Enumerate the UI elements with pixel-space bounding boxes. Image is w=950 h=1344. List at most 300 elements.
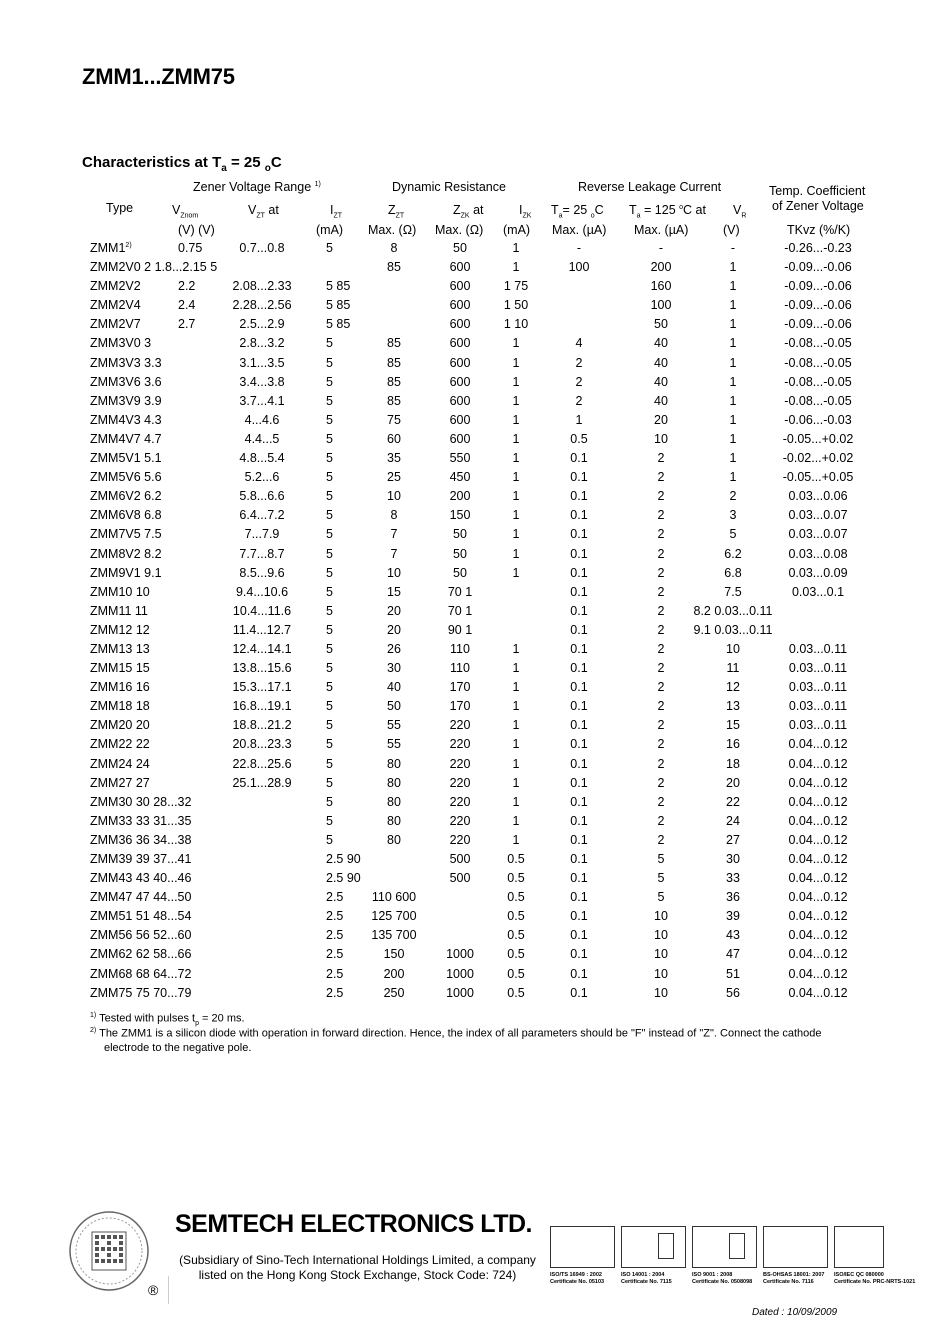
cell-zzt: 80 — [387, 775, 401, 790]
cell-izk: 1 — [512, 374, 520, 389]
cell-vr: 1 — [729, 317, 737, 332]
cell-vr: 9.1 0.03...0.11 — [693, 622, 773, 637]
cell-tk: 0.04...0.12 — [788, 909, 848, 924]
cell-tk: 0.04...0.12 — [788, 928, 848, 943]
cell-zzt: 250 — [383, 985, 405, 1000]
cell-izk: 1 — [512, 527, 520, 542]
cell-vr: 1 — [729, 470, 737, 485]
cell-tk: 0.04...0.12 — [788, 832, 848, 847]
cell-izt: 5 85 — [326, 298, 351, 313]
cell-izk: 1 — [512, 336, 520, 351]
cell-vzt: 11.4...12.7 — [232, 622, 292, 637]
logo-divider — [168, 1276, 169, 1304]
cell-izk: 1 — [512, 813, 520, 828]
cell-zzk: 150 — [449, 508, 471, 523]
cert-label-1 — [550, 1272, 604, 1286]
cell-vznom: 2.4 — [178, 298, 196, 313]
cell-ir125: 10 — [654, 928, 668, 943]
cell-izt: 5 — [326, 584, 333, 599]
cell-ir25: 0.1 — [570, 890, 588, 905]
cell-vznom: 2.7 — [178, 317, 196, 332]
footnote-2-line2: electrode to the negative pole. — [104, 1041, 252, 1054]
table-row — [0, 737, 950, 756]
cell-zzt: 20 — [387, 603, 401, 618]
cell-ir25: 0.1 — [570, 756, 588, 771]
table-row — [0, 623, 950, 642]
cell-ir25: 0.1 — [570, 680, 588, 695]
cell-zzk: 600 — [449, 317, 471, 332]
type-value: ZMM18 18 — [90, 699, 150, 714]
cell-izt: 5 — [326, 374, 333, 389]
cell-ir25: 0.1 — [570, 718, 588, 733]
cell-zzk: 220 — [449, 775, 471, 790]
vr-sub: R — [741, 212, 747, 220]
cell-type — [90, 890, 191, 904]
subsidiary-line-1: (Subsidiary of Sino-Tech International Holdings Limited, a company — [179, 1253, 536, 1267]
cell-zzk: 600 — [449, 374, 471, 389]
cell-type — [90, 394, 162, 408]
footnote-1-mark: 1) — [90, 1012, 97, 1019]
table-row — [0, 928, 950, 947]
company-logo — [68, 1210, 150, 1292]
cell-izt: 5 — [326, 775, 333, 790]
cell-vr: 27 — [726, 832, 740, 847]
cell-vzt: 4...4.6 — [244, 412, 280, 427]
ir125-unit: C at — [683, 203, 706, 217]
cell-izt: 5 — [326, 661, 333, 676]
cell-zzt: 55 — [387, 718, 401, 733]
cell-vr: 33 — [726, 871, 740, 886]
type-value: ZMM7V5 7.5 — [90, 527, 162, 542]
vznom-symbol: V — [172, 203, 181, 217]
cell-tk: 0.04...0.12 — [788, 775, 848, 790]
cell-type — [90, 947, 191, 961]
cell-ir25: - — [576, 241, 582, 255]
cell-type — [90, 718, 150, 732]
cell-zzt: 85 — [387, 260, 401, 275]
cell-ir125: 5 — [657, 871, 665, 886]
cell-ir125: 5 — [657, 852, 665, 866]
cell-ir125: 2 — [657, 603, 665, 618]
section-sub: a — [221, 163, 227, 174]
table-row — [0, 260, 950, 279]
zzk-sub: ZK — [460, 212, 470, 220]
cert-box-1 — [550, 1226, 615, 1268]
izt-unit: (mA) — [316, 223, 344, 237]
table-row — [0, 527, 950, 546]
type-value: ZMM3V3 3.3 — [90, 355, 162, 370]
cell-ir125: 160 — [650, 279, 672, 294]
table-row — [0, 566, 950, 585]
cell-izk: 1 — [512, 260, 520, 275]
vznom-header — [172, 203, 198, 220]
cell-izk: 1 — [512, 794, 520, 809]
cell-zzk: 220 — [449, 794, 471, 809]
cell-tk: 0.04...0.12 — [788, 966, 848, 981]
cert-3-number: Certificate No. 0508098 — [692, 1279, 753, 1285]
cell-vr: 1 — [729, 451, 737, 466]
cell-ir25: 0.1 — [570, 603, 588, 618]
cell-vzt: 6.4...7.2 — [239, 508, 285, 523]
cell-zzt: 30 — [387, 661, 401, 676]
cell-vr: 2 — [729, 489, 737, 504]
cert-4-number: Certificate No. 7116 — [763, 1279, 814, 1285]
cell-ir25: 0.1 — [570, 947, 588, 962]
type-value: ZMM39 39 37...41 — [90, 852, 192, 866]
cell-ir125: 10 — [654, 909, 668, 924]
cell-ir25: 0.1 — [570, 794, 588, 809]
section-title — [82, 154, 282, 174]
cell-zzt: 10 — [387, 565, 401, 580]
table-row — [0, 470, 950, 489]
table-row — [0, 814, 950, 833]
type-value: ZMM33 33 31...35 — [90, 813, 192, 828]
cell-ir125: 2 — [657, 680, 665, 695]
cell-vzt: 20.8...23.3 — [232, 737, 292, 752]
table-row — [0, 547, 950, 566]
cell-ir25: 0.1 — [570, 966, 588, 981]
cert-label-2 — [621, 1272, 672, 1286]
cell-type — [90, 566, 162, 580]
cell-vr: 1 — [729, 393, 737, 408]
cell-zzt: 85 — [387, 336, 401, 351]
cell-izt: 5 — [326, 527, 333, 542]
cell-vr: 6.2 — [724, 546, 742, 561]
cell-zzt: 35 — [387, 451, 401, 466]
vr-header — [733, 203, 746, 220]
zzk-symbol: Z — [453, 203, 461, 217]
cell-type — [90, 871, 191, 885]
table-row — [0, 298, 950, 317]
ir125-symbol: T — [629, 203, 637, 217]
cell-ir25: 0.1 — [570, 775, 588, 790]
cell-ir25: 2 — [575, 393, 583, 408]
cell-zzt: 8 — [390, 508, 398, 523]
cell-izt: 5 — [326, 431, 333, 446]
cell-ir25: 0.1 — [570, 470, 588, 485]
cell-izt: 5 — [326, 756, 333, 771]
cert-box-5 — [834, 1226, 884, 1268]
cell-izk: 0.5 — [507, 928, 525, 943]
cell-tk: 0.03...0.11 — [788, 680, 848, 695]
cell-ir125: 50 — [654, 317, 668, 332]
cell-zzk: 110 — [450, 661, 470, 676]
cell-type — [90, 737, 150, 751]
cell-ir125: 100 — [650, 298, 672, 313]
cell-vr: 1 — [729, 431, 737, 446]
cell-vzt: 2.8...3.2 — [239, 336, 285, 351]
cell-izt: 5 — [326, 603, 333, 618]
cell-vzt: 2.08...2.33 — [232, 279, 292, 294]
cell-izk: 0.5 — [507, 985, 525, 1000]
izk-header — [519, 203, 531, 220]
cell-type — [90, 241, 132, 255]
cell-izk: 1 — [512, 737, 520, 752]
cell-vzt: 8.5...9.6 — [239, 565, 285, 580]
cell-zzk: 600 — [449, 336, 471, 351]
cell-ir25: 0.1 — [570, 451, 588, 466]
cell-izt: 5 — [326, 737, 333, 752]
cell-tk: -0.02...+0.02 — [782, 451, 854, 466]
cell-type — [90, 336, 151, 350]
cell-izk: 1 — [512, 832, 520, 847]
subsidiary-note — [175, 1253, 540, 1283]
cell-zzk: 1000 — [446, 966, 474, 981]
type-value: ZMM56 56 52...60 — [90, 928, 192, 943]
cell-zzk: 220 — [449, 756, 471, 771]
cell-izt: 5 — [326, 393, 333, 408]
cell-izt: 5 — [326, 794, 333, 809]
izt-symbol: I — [330, 203, 334, 217]
cell-vzt: 18.8...21.2 — [232, 718, 292, 733]
ir125-degree: o — [679, 203, 684, 211]
cell-ir25: 0.1 — [570, 832, 588, 847]
cell-ir125: 2 — [657, 794, 665, 809]
cell-tk: 0.04...0.12 — [788, 737, 848, 752]
cell-ir125: 2 — [657, 565, 665, 580]
cell-vr: 12 — [726, 680, 740, 695]
cell-type — [90, 814, 191, 828]
cell-vzt: 3.1...3.5 — [239, 355, 285, 370]
ir125-unit-label: Max. (µA) — [634, 223, 689, 237]
cell-ir125: 2 — [657, 622, 665, 637]
type-value: ZMM9V1 9.1 — [90, 565, 162, 580]
cell-vznom: 0.75 — [178, 241, 203, 255]
cell-type — [90, 795, 191, 809]
cell-tk: 0.04...0.12 — [788, 871, 848, 886]
cell-tk: 0.03...0.11 — [788, 699, 848, 714]
cell-ir125: 2 — [657, 756, 665, 771]
cell-ir25: 1 — [575, 412, 583, 427]
cell-izk: 1 — [512, 431, 520, 446]
cell-tk: 0.04...0.12 — [788, 794, 848, 809]
cell-tk: 0.04...0.12 — [788, 947, 848, 962]
cell-tk: 0.04...0.12 — [788, 813, 848, 828]
cert-box-4 — [763, 1226, 828, 1268]
type-value: ZMM8V2 8.2 — [90, 546, 162, 561]
table-row — [0, 336, 950, 355]
cell-izt: 2.5 — [326, 947, 344, 962]
cell-zzt: 26 — [387, 641, 401, 656]
cell-vr: 11 — [726, 661, 740, 676]
table-row — [0, 967, 950, 986]
cell-vr: 16 — [726, 737, 740, 752]
cell-zzk: 110 — [450, 641, 470, 656]
cell-zzt: 40 — [387, 680, 401, 695]
cell-vr: 1 — [729, 298, 737, 313]
type-value: ZMM13 13 — [90, 641, 150, 656]
cell-ir25: 0.1 — [570, 909, 588, 924]
cell-zzk: 220 — [449, 718, 471, 733]
cell-vr: 47 — [726, 947, 740, 962]
cell-izt: 2.5 — [326, 928, 344, 943]
cell-izt: 5 85 — [326, 279, 351, 294]
vzt-sub: ZT — [256, 212, 265, 220]
cell-tk: -0.08...-0.05 — [784, 393, 852, 408]
cell-ir125: 2 — [657, 718, 665, 733]
cell-izt: 5 — [326, 508, 333, 523]
type-value: ZMM6V8 6.8 — [90, 508, 162, 523]
cell-zzt: 75 — [387, 412, 401, 427]
cell-vr: 20 — [726, 775, 740, 790]
cell-zzk: 220 — [449, 832, 471, 847]
cell-vr: 1 — [729, 412, 737, 427]
cell-ir125: 5 — [657, 890, 665, 905]
cell-type — [90, 470, 162, 484]
cell-vzt: 7.7...8.7 — [239, 546, 285, 561]
cell-zzk: 600 — [449, 431, 471, 446]
table-row — [0, 680, 950, 699]
cert-label-4 — [763, 1272, 824, 1286]
cell-type — [90, 623, 150, 637]
cell-tk: 0.03...0.07 — [788, 527, 848, 542]
cell-vr: 36 — [726, 890, 740, 905]
type-header: Type — [106, 201, 134, 215]
table-row — [0, 451, 950, 470]
cell-tk: -0.09...-0.06 — [784, 260, 852, 275]
cell-vr: 6.8 — [724, 565, 742, 580]
cell-izk: 1 — [512, 756, 520, 771]
type-value: ZMM24 24 — [90, 756, 150, 771]
cell-zzt: 7 — [390, 527, 398, 542]
vznom-unit: (V) (V) — [178, 223, 215, 237]
cell-zzt: 85 — [387, 393, 401, 408]
cell-zzk: 50 — [453, 241, 467, 255]
vzt-suffix: at — [264, 203, 279, 217]
cell-zzt: 8 — [390, 241, 398, 255]
ir25-sub: a — [558, 212, 563, 220]
cell-tk: -0.06...-0.03 — [784, 412, 852, 427]
cell-type — [90, 604, 148, 618]
cell-ir125: 2 — [657, 451, 665, 466]
cell-izk: 1 50 — [503, 298, 529, 313]
type-value: ZMM4V7 4.7 — [90, 431, 162, 446]
cell-vzt: 2.5...2.9 — [239, 317, 285, 332]
cell-ir125: 10 — [654, 966, 668, 981]
cell-zzk: 1000 — [446, 985, 474, 1000]
cell-type — [90, 413, 162, 427]
cell-type — [90, 699, 150, 713]
vr-unit: (V) — [723, 223, 740, 237]
ir25-unit: C — [594, 203, 604, 217]
cell-type — [90, 967, 191, 981]
cell-ir125: 10 — [654, 985, 668, 1000]
cell-vr: 10 — [726, 641, 740, 656]
cell-ir25: 0.1 — [570, 546, 588, 561]
type-value: ZMM1 — [90, 241, 126, 255]
cell-tk: -0.09...-0.06 — [784, 298, 852, 313]
footnote-1-text: Tested with pulses t — [99, 1012, 196, 1025]
cell-ir25: 2 — [575, 374, 583, 389]
cell-ir25: 0.1 — [570, 871, 588, 886]
cell-ir25: 0.1 — [570, 508, 588, 523]
cell-zzk: 450 — [449, 470, 471, 485]
cell-izt: 2.5 — [326, 909, 344, 924]
cell-izk: 1 — [512, 451, 520, 466]
type-value: ZMM15 15 — [90, 661, 150, 676]
cell-zzk: 600 — [449, 412, 471, 427]
type-value: ZMM2V4 — [90, 298, 141, 313]
cell-izt: 5 — [326, 680, 333, 695]
cell-tk: 0.03...0.11 — [788, 641, 848, 656]
ir25-symbol: T — [551, 203, 559, 217]
cell-type — [90, 317, 141, 331]
cell-ir125: 2 — [657, 641, 665, 656]
ir125-suffix: = 125 — [640, 203, 680, 217]
cell-tk: 0.03...0.09 — [788, 565, 848, 580]
table-row — [0, 375, 950, 394]
cell-zzt: 50 — [387, 699, 401, 714]
cell-vr: 5 — [729, 527, 737, 542]
type-value: ZMM51 51 48...54 — [90, 909, 192, 924]
cell-zzt: 60 — [387, 431, 401, 446]
cell-zzt: 7 — [390, 546, 398, 561]
table-row — [0, 432, 950, 451]
table-row — [0, 795, 950, 814]
cell-vzt: 15.3...17.1 — [232, 680, 292, 695]
cell-vzt: 3.7...4.1 — [239, 393, 285, 408]
cell-vzt: 5.8...6.6 — [239, 489, 285, 504]
table-row — [0, 890, 950, 909]
cell-tk: -0.09...-0.06 — [784, 279, 852, 294]
cell-vr: 51 — [726, 966, 740, 981]
cell-izt: 5 — [326, 813, 333, 828]
cell-type — [90, 489, 162, 503]
cell-tk: -0.08...-0.05 — [784, 374, 852, 389]
type-value: ZMM11 11 — [90, 603, 148, 618]
footnote-2 — [90, 1024, 850, 1055]
cell-ir25: 0.1 — [570, 565, 588, 580]
cell-zzt: 80 — [387, 756, 401, 771]
zzt-symbol: Z — [388, 203, 396, 217]
cert-1-standard: ISO/TS 16949 : 2002 — [550, 1272, 602, 1278]
cell-vzt: 13.8...15.6 — [232, 661, 292, 676]
cell-izt: 5 — [326, 622, 333, 637]
cell-zzt: 85 — [387, 355, 401, 370]
cell-izt: 5 — [326, 565, 333, 580]
type-value: ZMM75 75 70...79 — [90, 985, 192, 1000]
izk-symbol: I — [519, 203, 523, 217]
vr-symbol: V — [733, 203, 742, 217]
type-value: ZMM2V0 2 1.8...2.15 5 — [90, 260, 218, 275]
cell-zzk: 220 — [449, 737, 471, 752]
type-value: ZMM12 12 — [90, 622, 150, 637]
cell-ir125: 40 — [654, 393, 668, 408]
cell-izk: 1 — [512, 661, 520, 676]
cell-zzk: 600 — [449, 298, 471, 313]
cell-izt: 5 — [326, 241, 333, 255]
cell-tk: 0.03...0.11 — [788, 661, 848, 676]
cell-vr: 22 — [726, 794, 740, 809]
cell-zzt: 135 700 — [371, 928, 417, 943]
cell-vr: 1 — [729, 374, 737, 389]
cell-ir125: 2 — [657, 737, 665, 752]
table-row — [0, 508, 950, 527]
cell-ir25: 0.1 — [570, 584, 588, 599]
cell-ir125: 2 — [657, 832, 665, 847]
cell-zzt: 85 — [387, 374, 401, 389]
cell-ir25: 100 — [568, 260, 590, 275]
ir125-sub: a — [636, 212, 641, 220]
cell-type — [90, 852, 191, 866]
zzk-suffix: at — [469, 203, 484, 217]
cell-izk: 1 — [512, 565, 520, 580]
cell-ir125: 20 — [654, 412, 668, 427]
cell-type — [90, 432, 162, 446]
leakage-group-header: Reverse Leakage Current — [578, 180, 722, 194]
table-row — [0, 241, 950, 260]
cell-izt: 5 — [326, 336, 333, 351]
